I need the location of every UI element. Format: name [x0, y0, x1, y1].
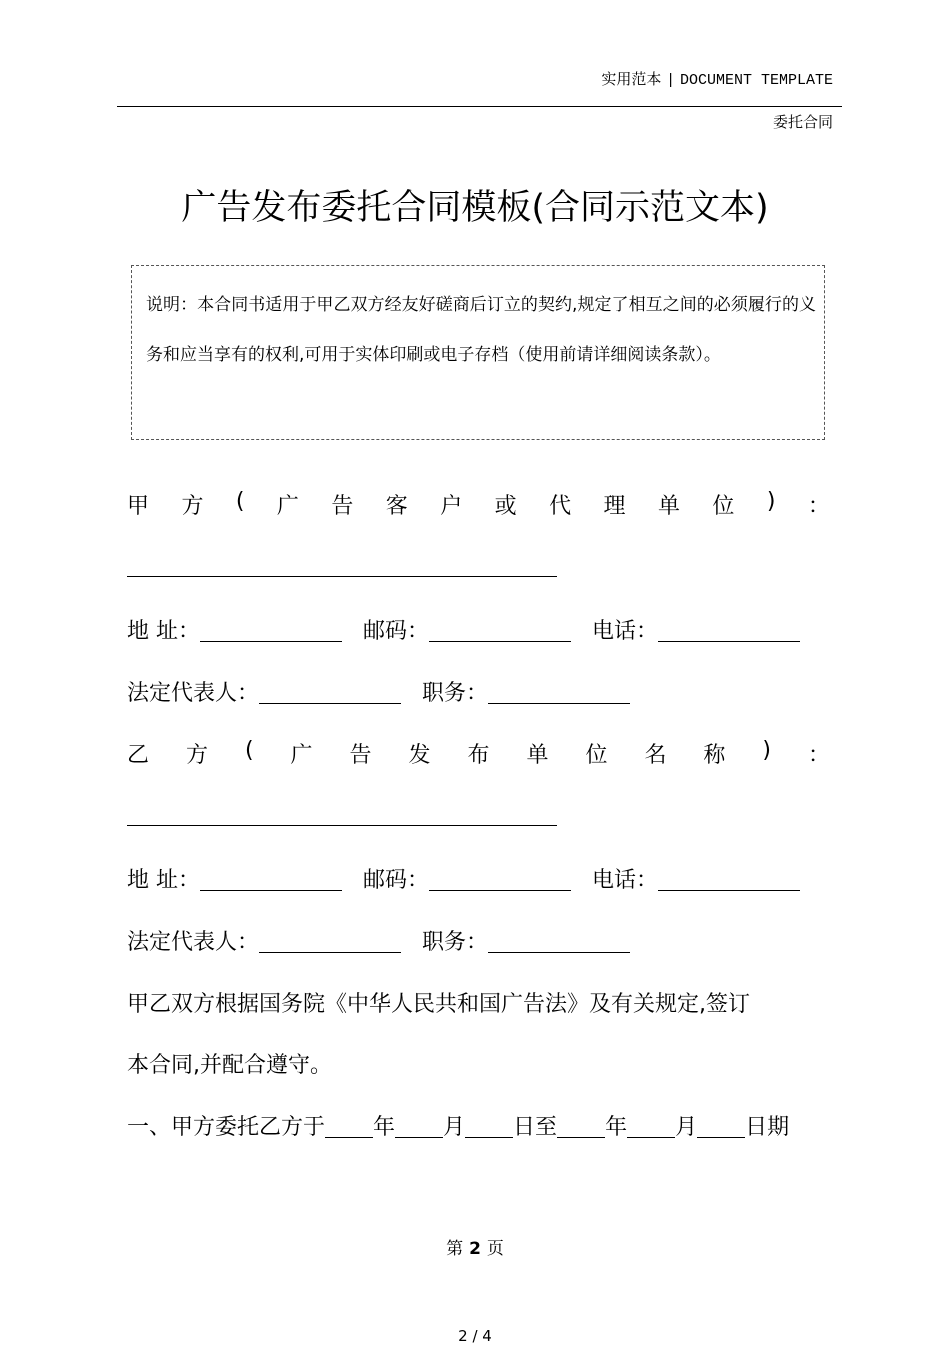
party-b-heading-char: 广	[290, 743, 313, 768]
party-a-heading-char: 理	[603, 494, 626, 519]
party-b-address-blank	[200, 868, 342, 891]
party-a-postcode-label: 邮码：	[363, 619, 430, 644]
clause-1-year2: 年	[605, 1115, 628, 1140]
party-a-phone-label: 电话：	[592, 619, 659, 644]
party-b-postcode-blank	[429, 868, 571, 891]
party-b-heading-char: 乙	[127, 743, 150, 768]
intro-line-2: 本合同,并配合遵守。	[127, 1053, 332, 1078]
party-a-heading	[127, 489, 830, 520]
clause-1-year1: 年	[373, 1115, 396, 1140]
party-b-rep-row	[127, 925, 630, 956]
party-a-contact-row	[127, 614, 800, 645]
page-number-value: 2	[469, 1239, 481, 1259]
party-b-heading-char: 布	[467, 743, 490, 768]
party-a-rep-row	[127, 676, 630, 707]
party-b-phone-label: 电话：	[592, 868, 659, 893]
party-b-phone-blank	[658, 868, 800, 891]
header-brand-cn: 实用范本	[601, 70, 662, 88]
party-a-heading-char: 广	[276, 494, 299, 519]
party-a-address-blank	[200, 619, 342, 642]
header-brand-en: DOCUMENT TEMPLATE	[679, 72, 833, 89]
party-b-postcode-label: 邮码：	[363, 868, 430, 893]
clause-1	[127, 1110, 789, 1141]
clause-1-day2-blank	[697, 1115, 745, 1138]
party-b-heading-char: 名	[644, 743, 667, 768]
party-a-legal-rep-label: 法定代表人：	[127, 681, 260, 706]
page-count: 2 / 4	[458, 1327, 492, 1345]
party-a-title-label: 职务：	[422, 681, 489, 706]
intro-line-1: 甲乙双方根据国务院《中华人民共和国广告法》及有关规定,签订	[127, 992, 750, 1017]
party-a-heading-char: (	[235, 489, 245, 514]
party-b-title-label: 职务：	[422, 930, 489, 955]
party-a-name-blank	[127, 576, 557, 577]
party-a-heading-char: 方	[181, 494, 204, 519]
party-a-heading-char: ：	[807, 494, 830, 519]
party-b-legal-rep-label: 法定代表人：	[127, 930, 260, 955]
party-a-heading-char: 甲	[127, 494, 150, 519]
page-number-prefix: 第	[446, 1239, 464, 1259]
party-a-postcode-blank	[429, 619, 571, 642]
party-b-address-label: 地 址：	[127, 868, 200, 893]
party-a-heading-char: 告	[331, 494, 354, 519]
party-a-heading-char: 单	[657, 494, 680, 519]
page-number-suffix: 页	[486, 1239, 504, 1259]
party-a-heading-char: )	[766, 489, 776, 514]
clause-1-month1: 月	[443, 1115, 466, 1140]
clause-1-month2: 月	[675, 1115, 698, 1140]
clause-1-month1-blank	[395, 1115, 443, 1138]
party-b-heading-char: 发	[408, 743, 431, 768]
clause-1-day2: 日期	[745, 1115, 790, 1140]
party-a-legal-rep-blank	[259, 681, 401, 704]
party-b-heading	[127, 738, 830, 769]
header-separator: |	[666, 72, 676, 89]
party-b-legal-rep-blank	[259, 930, 401, 953]
party-b-heading-char: )	[762, 738, 771, 763]
party-b-heading-char: (	[244, 738, 254, 763]
party-a-address-label: 地 址：	[127, 619, 200, 644]
party-a-title-blank	[488, 681, 630, 704]
party-b-heading-char: 单	[526, 743, 549, 768]
clause-1-day1-blank	[465, 1115, 513, 1138]
clause-1-year2-blank	[557, 1115, 605, 1138]
clause-1-day1: 日至	[513, 1115, 558, 1140]
page-number	[0, 1234, 950, 1259]
party-b-contact-row	[127, 863, 800, 894]
header-category: 委托合同	[772, 113, 833, 131]
party-b-heading-char: 告	[349, 743, 372, 768]
party-a-heading-char: 或	[494, 494, 517, 519]
party-a-heading-char: 代	[549, 494, 572, 519]
party-a-heading-char: 位	[712, 494, 735, 519]
clause-1-prefix: 一、甲方委托乙方于	[127, 1115, 326, 1140]
party-b-heading-char: 称	[703, 743, 726, 768]
party-b-heading-char: ：	[807, 743, 830, 768]
party-a-heading-char: 户	[440, 494, 463, 519]
note-text: 说明：本合同书适用于甲乙双方经友好磋商后订立的契约,规定了相互之间的必须履行的义务和应当享有的权利,可用于实体印刷或电子存档（使用前请详细阅读条款）。	[146, 295, 816, 365]
party-b-heading-char: 位	[585, 743, 608, 768]
party-b-title-blank	[488, 930, 630, 953]
clause-1-month2-blank	[627, 1115, 675, 1138]
party-a-phone-blank	[658, 619, 800, 642]
party-b-name-blank	[127, 825, 557, 826]
clause-1-year1-blank	[325, 1115, 373, 1138]
party-a-heading-char: 客	[385, 494, 408, 519]
header-divider	[117, 106, 842, 107]
party-b-heading-char: 方	[185, 743, 208, 768]
page-title: 广告发布委托合同模板(合同示范文本)	[181, 188, 769, 228]
header-brand	[601, 68, 833, 89]
